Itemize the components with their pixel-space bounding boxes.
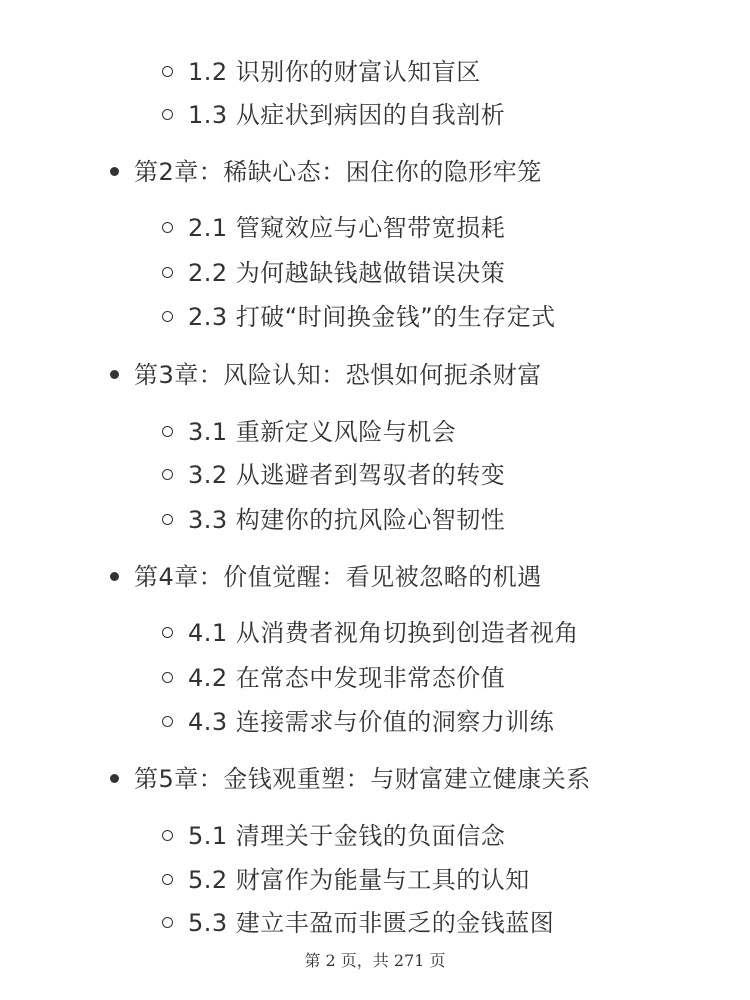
outline-item-text: 3.3 构建你的抗风险心智韧性 <box>188 506 506 534</box>
hollow-bullet-icon <box>162 672 173 683</box>
page-number-footer: 第 2 页，共 271 页 <box>304 951 446 970</box>
outline-item-text: 2.3 打破“时间换金钱”的生存定式 <box>188 303 556 331</box>
outline-item-text: 4.2 在常态中发现非常态价值 <box>188 664 506 692</box>
outline-item-text: 2.1 管窥效应与心智带宽损耗 <box>188 214 506 242</box>
hollow-bullet-icon <box>162 267 173 278</box>
hollow-bullet-icon <box>162 627 173 638</box>
filled-bullet-icon <box>110 774 119 783</box>
outline-item-section <box>162 258 505 288</box>
outline-item-section <box>162 417 456 447</box>
outline-item-text: 第3章：风险认知：恐惧如何扼杀财富 <box>134 361 542 389</box>
outline-item-section <box>162 821 505 851</box>
outline-item-section <box>162 865 530 895</box>
outline-item-chapter <box>110 360 542 390</box>
outline-item-section <box>162 505 505 535</box>
outline-item-section <box>162 460 505 490</box>
outline-item-text: 1.2 识别你的财富认知盲区 <box>188 58 481 86</box>
outline-item-section <box>162 618 579 648</box>
outline-item-chapter <box>110 764 591 794</box>
outline-item-text: 5.2 财富作为能量与工具的认知 <box>188 866 530 894</box>
outline-item-text: 4.1 从消费者视角切换到创造者视角 <box>188 619 579 647</box>
outline-item-text: 5.1 清理关于金钱的负面信念 <box>188 822 506 850</box>
hollow-bullet-icon <box>162 426 173 437</box>
outline-item-text: 第4章：价值觉醒：看见被忽略的机遇 <box>134 563 542 591</box>
hollow-bullet-icon <box>162 874 173 885</box>
outline-item-section <box>162 707 554 737</box>
hollow-bullet-icon <box>162 311 173 322</box>
outline-item-text: 3.1 重新定义风险与机会 <box>188 418 457 446</box>
filled-bullet-icon <box>110 370 119 379</box>
hollow-bullet-icon <box>162 716 173 727</box>
filled-bullet-icon <box>110 167 119 176</box>
outline-item-chapter <box>110 562 542 592</box>
hollow-bullet-icon <box>162 109 173 120</box>
outline-item-section <box>162 213 505 243</box>
outline-item-section <box>162 100 505 130</box>
outline-item-section <box>162 663 505 693</box>
filled-bullet-icon <box>110 572 119 581</box>
hollow-bullet-icon <box>162 514 173 525</box>
outline-item-text: 第5章：金钱观重塑：与财富建立健康关系 <box>134 765 591 793</box>
outline-item-text: 5.3 建立丰盈而非匮乏的金钱蓝图 <box>188 909 555 937</box>
outline-item-chapter <box>110 157 542 187</box>
outline-item-text: 第2章：稀缺心态：困住你的隐形牢笼 <box>134 158 542 186</box>
outline-item-section <box>162 57 481 87</box>
outline-item-text: 3.2 从逃避者到驾驭者的转变 <box>188 461 506 489</box>
hollow-bullet-icon <box>162 66 173 77</box>
outline-item-section <box>162 302 556 332</box>
outline-item-text: 4.3 连接需求与价值的洞察力训练 <box>188 708 555 736</box>
hollow-bullet-icon <box>162 917 173 928</box>
outline-item-section <box>162 908 554 938</box>
hollow-bullet-icon <box>162 830 173 841</box>
hollow-bullet-icon <box>162 469 173 480</box>
hollow-bullet-icon <box>162 222 173 233</box>
outline-item-text: 1.3 从症状到病因的自我剖析 <box>188 101 506 129</box>
outline-item-text: 2.2 为何越缺钱越做错误决策 <box>188 259 506 287</box>
